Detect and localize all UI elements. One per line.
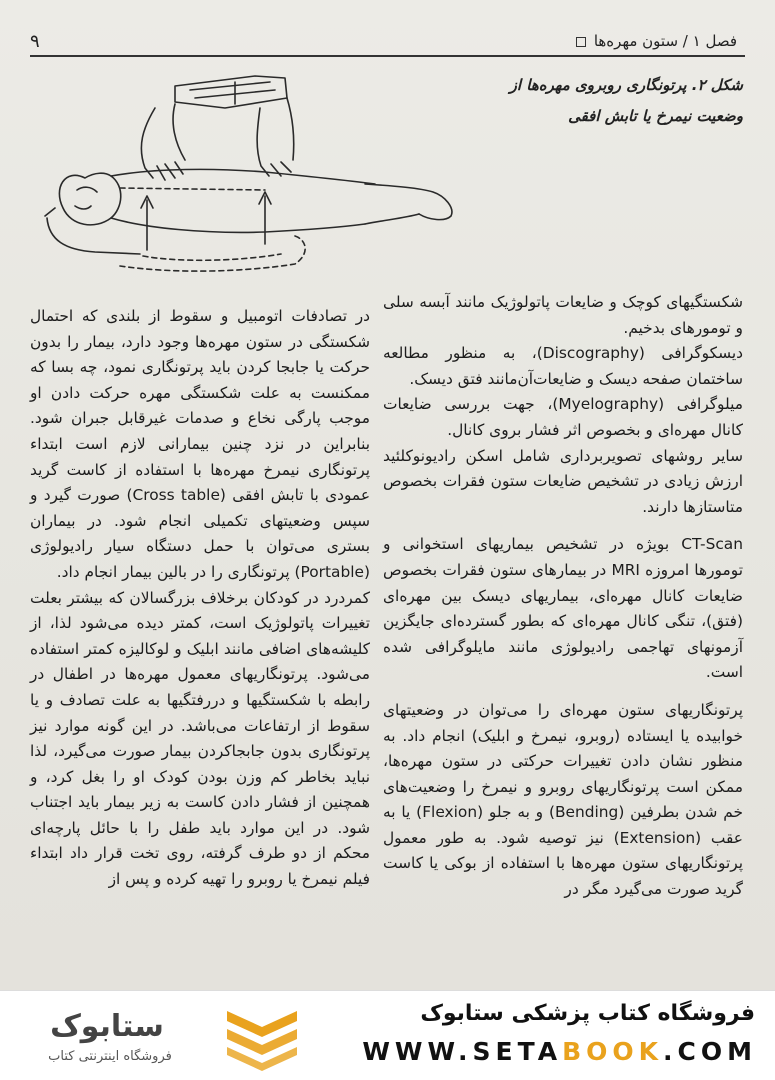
right-text-column: [383, 290, 743, 903]
url-highlight: BOOK: [562, 1037, 664, 1066]
store-banner: [0, 990, 775, 1080]
left-text-column: [30, 304, 370, 893]
svg-text:ستابوک: ستابوک: [50, 1009, 164, 1044]
running-title: فصل ۱ / ستون مهره‌ها: [593, 32, 737, 50]
square-bullet-icon: [576, 37, 586, 47]
paragraph: دیسکوگرافی (Discography)، به منظور مطالعه ساختمان صفحه دیسک و ضایعات‌آن‌مانند فتق دیسک.: [383, 344, 743, 388]
logo-subtitle: فروشگاه اینترنتی کتاب: [48, 1049, 172, 1064]
paragraph: کمردرد در کودکان برخلاف بزرگسالان که بیشتر بعلت تغییرات پاتولوژیک است، کمتر دیده می‌شود لذا، از کلیشه‌های اضافی مانند ابلیک و لوکالیزه کمتر استفاده می‌شود. پرتونگاریهای معمول مهره‌ها در اطفال در رابطه با شکستگیها و دررفتگیها به علت تصادف و یا سقوط از ارتفاعات می‌باشد. در این گونه موارد نیز پرتونگاری بدون جابجاکردن بیمار صورت می‌گیرد، لذا نباید بخاطر کم وزن بودن کودک او را بغل کرد، و همچنین از فشار دادن کاست به زیر بیمار باید اجتناب شود. در این موارد باید طفل را با حائل پارچه‌ای محکم از دو طرف گرفته، روی تخت قرار داد ابتداء فیلم نیمرخ یا روبرو را تهیه کرده و پس از: [30, 588, 370, 889]
setabook-wordmark-logo: [40, 1006, 175, 1046]
url-prefix: WWW.SETA: [362, 1037, 563, 1066]
header-rule: [30, 55, 745, 57]
paragraph: CT-Scan بویژه در تشخیص بیماریهای استخوانی و تومورها امروزه MRI در بیمارهای ستون فقرات بخصوص ضایعات کانال مهره‌ای، بیماریهای دیسک بین مهره‌ای (فتق)، تنگی کانال مهره‌ای که بطور گسترده‌ای جایگزین آزمونهای تهاجمی رادیولوژی مانند مایلوگرافی شده است.: [383, 535, 743, 682]
paragraph: سایر روشهای تصویربرداری شامل اسکن رادیونوکلئید ارزش زیادی در تشخیص ضایعات ستون فقرات بخصوص متاستازها دارند.: [383, 446, 743, 516]
page-number: ۹: [30, 30, 40, 52]
stacked-chevrons-logo-icon: [222, 1001, 302, 1071]
patient-lateral-xray-illustration: [25, 68, 465, 283]
paragraph: شکستگیهای کوچک و ضایعات پاتولوژیک مانند آبسه سلی و تومورهای بدخیم.: [383, 293, 743, 337]
url-suffix: .COM: [663, 1037, 757, 1066]
paragraph: در تصادفات اتومبیل و سقوط از بلندی که احتمال شکستگی در ستون مهره‌ها وجود دارد، بیمار را بدون حرکت یا جابجا کردن باید پرتونگاری نمود، چه بسا که ممکنست به علت شکستگی مهره حرکت دادن او موجب پارگی نخاع و صدمات غیرقابل جبران شود. بنابراین در نزد چنین بیمارانی لازم است ابتداء پرتونگاری نیمرخ مهره‌ها با استفاده از کاست گرید عمودی با تابش افقی (Cross table) صورت گیرد و سپس وضعیتهای تکمیلی انجام شود. در بیماران بستری می‌توان با حمل دستگاه سیار رادیولوژی (Portable) پرتونگاری را در بالین بیمار انجام داد.: [30, 307, 371, 581]
caption-line-2: وضعیت نیمرخ یا تابش افقی: [568, 107, 743, 125]
paragraph: پرتونگاریهای ستون مهره‌ای را می‌توان در وضعیتهای خوابیده یا ایستاده (روبرو، نیمرخ و ابلیک) انجام داد. به منظور نشان دادن تغییرات حرکتی در ستون مهره‌ها، ممکن است پرتونگاریهای روبرو و نیمرخ را وضعیت‌های خم شدن بطرفین (Bending) و به جلو (Flexion) یا به عقب (Extension) نیز توصیه شود. به طور معمول پرتونگاریهای ستون مهره‌ها با استفاده از بوکی یا کاست گرید صورت می‌گیرد مگر در: [383, 700, 743, 899]
store-name: فروشگاه کتاب پزشکی ستابوک: [420, 1001, 755, 1026]
running-title-wrap: [576, 32, 737, 50]
paragraph: میلوگرافی (Myelography)، جهت بررسی ضایعات کانال مهره‌ای و بخصوص اثر فشار بروی کانال.: [383, 395, 743, 439]
store-url[interactable]: [362, 1037, 757, 1066]
page-header: [30, 26, 737, 56]
caption-line-1: شکل ۲. پرتونگاری روبروی مهره‌ها از: [509, 76, 743, 94]
